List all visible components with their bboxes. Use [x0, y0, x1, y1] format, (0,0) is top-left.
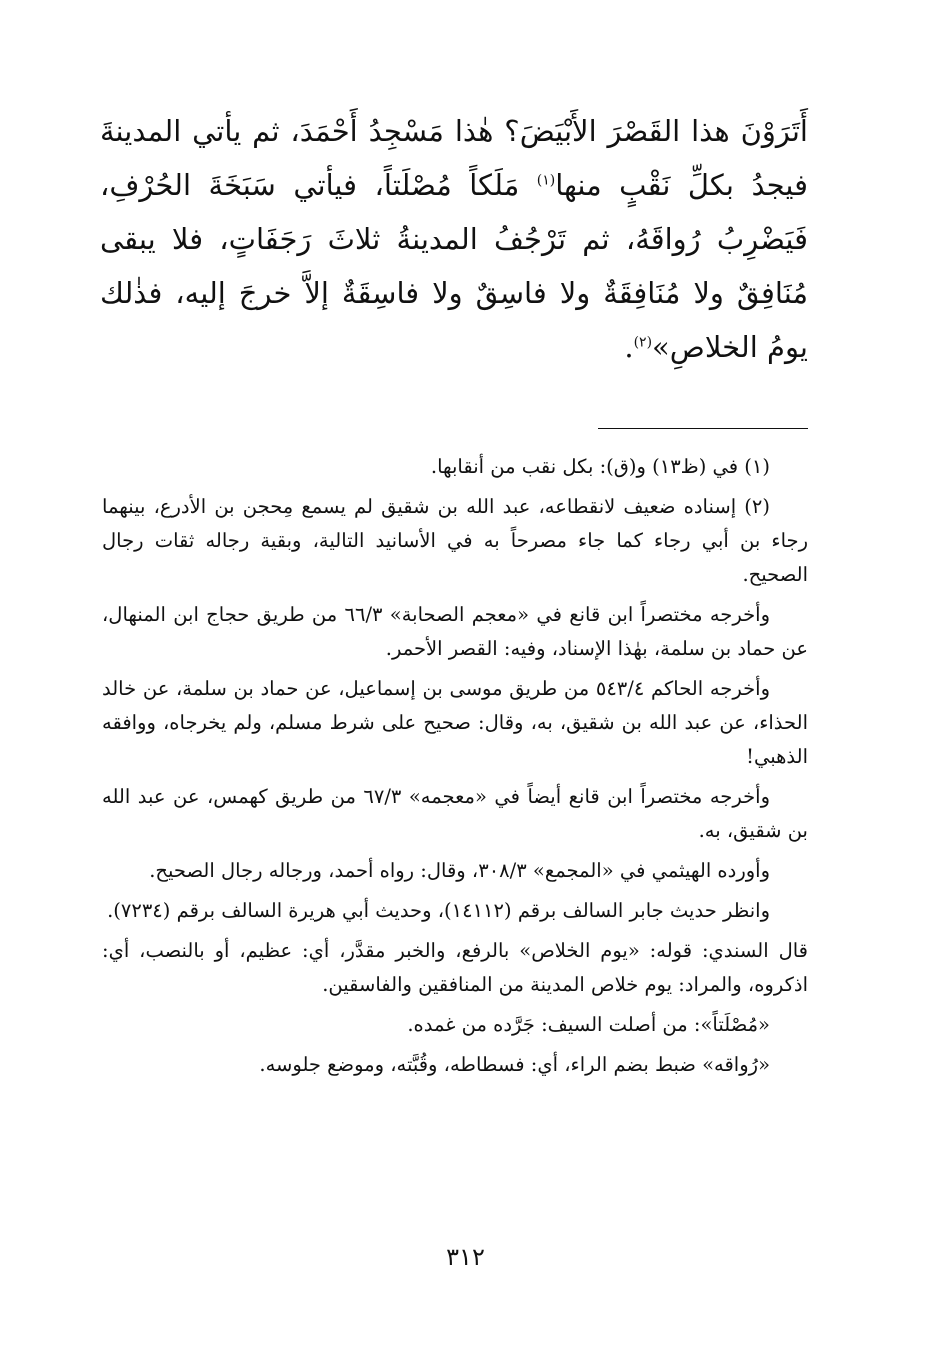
footnote-divider	[598, 428, 808, 429]
footnotes-section	[102, 450, 808, 1088]
footnote-paragraph-ibn-qani-2: وأخرجه مختصراً ابن قانع أيضاً في «معجمه» ٦٧/٣ من طريق كهمس، عن عبد الله بن شقيق، به.	[102, 785, 808, 842]
footnote-paragraph-ibn-qani: وأخرجه مختصراً ابن قانع في «معجم الصحابة» ٦٦/٣ من طريق حجاج ابن المنهال، عن حماد بن سلمة، بهٰذا الإسناد، وفيه: القصر الأحمر.	[102, 603, 808, 660]
main-text-part-1: أَتَرَوْنَ هذا القَصْرَ الأَبْيَضَ؟ هٰذا مَسْجِدُ أَحْمَدَ، ثم يأتي المدينةَ فيجدُ بكلِّ نَقْبٍ منها	[100, 114, 808, 202]
footnote-marker-2[interactable]: (٢)	[633, 334, 653, 351]
main-text-end: .	[624, 330, 634, 364]
footnote-paragraph-haythami: وأورده الهيثمي في «المجمع» ٣٠٨/٣، وقال: رواه أحمد، ورجاله رجال الصحيح.	[149, 859, 770, 882]
footnote-gloss-muslatan: «مُصْلَتاً»: من أصلت السيف: جَرَّده من غمده.	[407, 1013, 770, 1036]
main-hadith-text	[100, 104, 808, 374]
footnote-paragraph-cross-reference: وانظر حديث جابر السالف برقم (١٤١١٢)، وحديث أبي هريرة السالف برقم (٧٢٣٤).	[107, 899, 770, 922]
footnote-1: (١) في (ظ١٣) و(ق): بكل نقب من أنقابها.	[430, 455, 770, 478]
footnote-paragraph-hakim: وأخرجه الحاكم ٥٤٣/٤ من طريق موسى بن إسماعيل، عن حماد بن سلمة، عن خالد الحذاء، عن عبد الله بن شقيق، به، وقال: صحيح على شرط مسلم، ولم يخرجاه، ووافقه الذهبي!	[102, 677, 808, 768]
footnote-2: (٢) إسناده ضعيف لانقطاعه، عبد الله بن شقيق لم يسمع مِحجن بن الأدرع، بينهما رجاء بن أبي رجاء كما جاء مصرحاً به في الأسانيد التالية، وبقية رجاله ثقات رجال الصحيح.	[102, 495, 808, 586]
footnote-gloss-ruwaq: «رُواقه» ضبط بضم الراء، أي: فسطاطه، وقُبَّته، وموضع جلوسه.	[259, 1053, 770, 1076]
footnote-paragraph-sindi: قال السندي: قوله: «يوم الخلاص» بالرفع، والخبر مقدَّر، أي: عظيم، أو بالنصب، أي: اذكروه، والمراد: يوم خلاص المدينة من المنافقين والفاسقين.	[102, 939, 808, 996]
page-number: ٣١٢	[446, 1243, 485, 1271]
footnote-marker-1[interactable]: (١)	[536, 172, 556, 189]
main-text-part-2: مَلَكاً مُصْلَتاً، فيأتي سَبَخَةَ الحُرْفِ، فَيَضْرِبُ رُواقَهُ، ثم تَرْجُفُ المدينةُ ثلاثَ رَجَفَاتٍ، فلا يبقى مُنَافِقٌ ولا مُنَافِقَةٌ ولا فاسِقٌ ولا فاسِقَةٌ إلاَّ خرجَ إليه، فذٰلك يومُ الخلاصِ»	[100, 168, 808, 364]
